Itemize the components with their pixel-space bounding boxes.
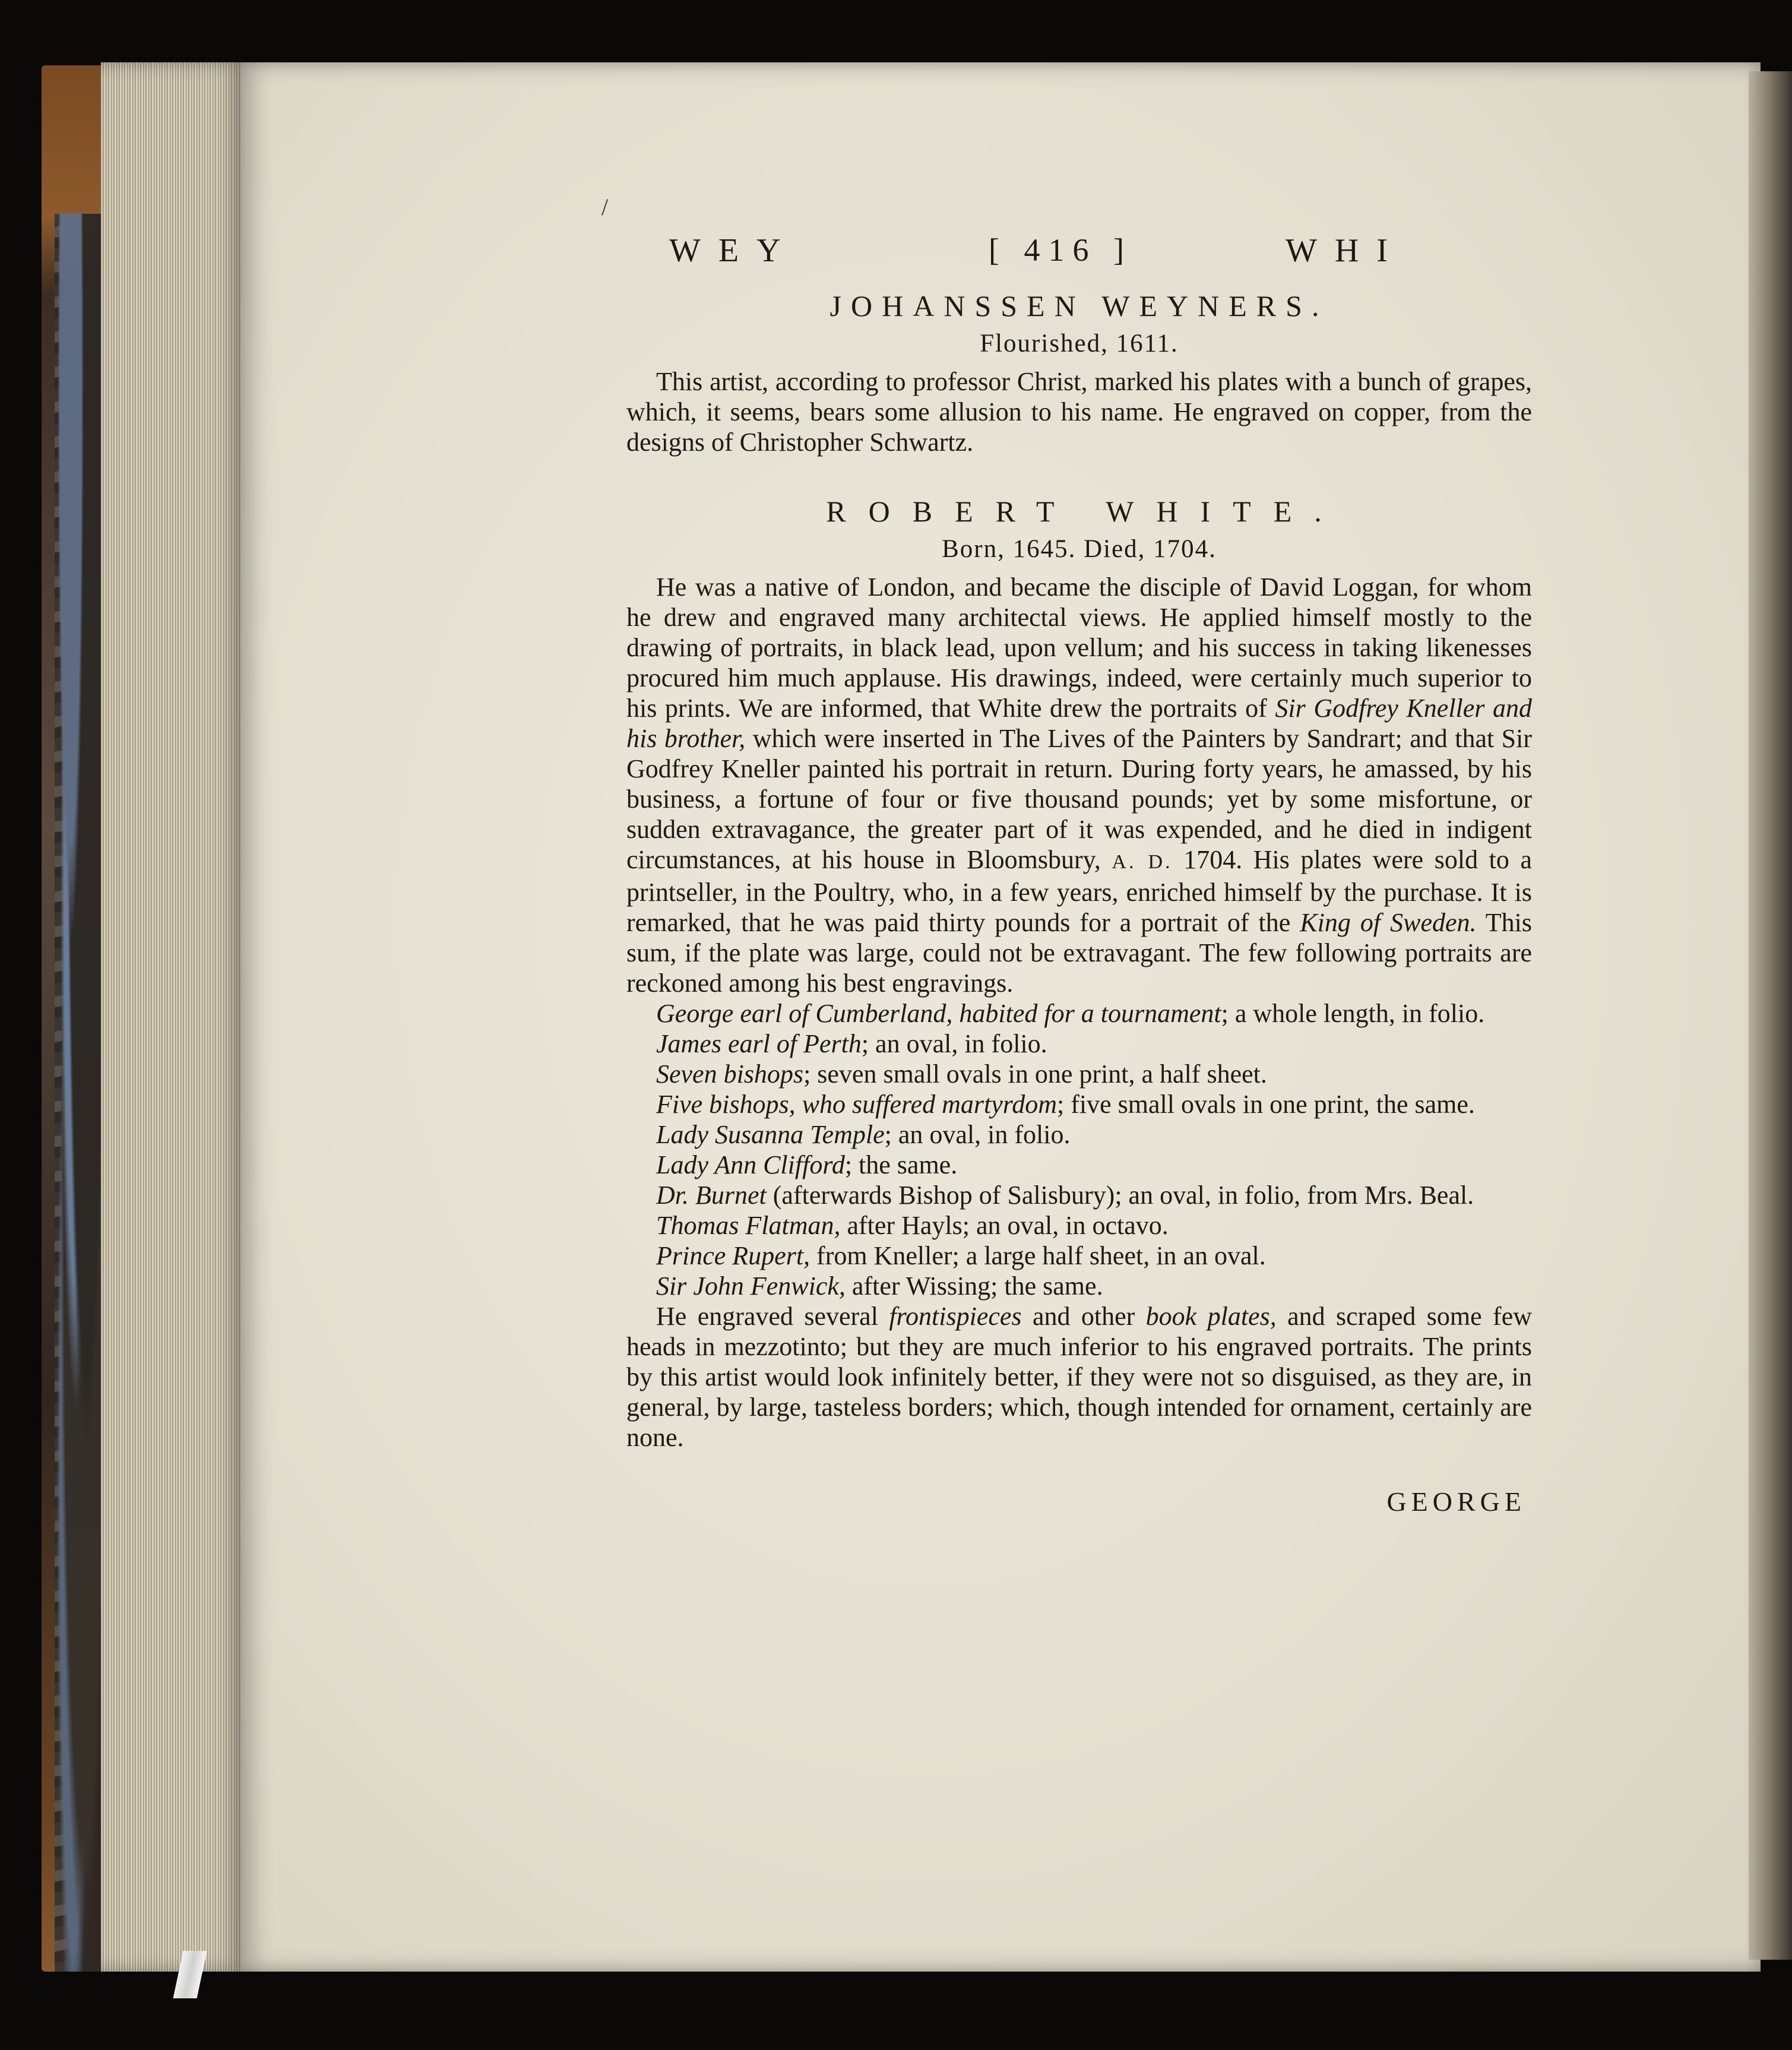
body-italic-text: book plates, [1145,1302,1277,1331]
body-text: which were inserted in The Lives of the Painters by Sandrart; and that Sir Godfrey Kneller painted his portrait in return. During forty years, he amassed, by his business, a fortune of four or five thousand pounds; yet by some misfortune, or sudden extravagance, the greater part of it was expended, and he died in indigent circumstances, at his house in Bloomsbury, [626,724,1533,874]
work-title: Seven bishops [656,1059,804,1089]
running-head-right: WHI [1286,232,1405,269]
marbled-endpaper [55,214,108,1972]
work-title: George earl of Cumberland, habited for a tournament [656,999,1221,1028]
works-list-item [626,1029,1532,1059]
entry-closing-white [626,1301,1532,1453]
running-head [626,220,1532,285]
works-list-item [626,998,1532,1029]
running-head-left: WEY [669,232,799,269]
work-title: Thomas Flatman, [656,1211,841,1240]
works-list-item [626,1210,1532,1241]
work-note: ; the same. [844,1150,958,1179]
work-note: ; an oval, in folio. [884,1120,1071,1149]
entry-title-weyners: JOHANSSEN WEYNERS. [829,289,1329,322]
work-note: from Kneller; a large half sheet, in an oval. [810,1241,1266,1270]
body-text: and other [1021,1302,1146,1331]
body-italic-text: King of Sweden. [1300,908,1477,937]
entry-body-white [626,572,1532,998]
work-title: Sir John Fenwick, [656,1271,846,1301]
work-title: Prince Rupert, [656,1241,810,1270]
work-title: Five bishops, who suffered martyrdom [656,1090,1058,1119]
body-smallcaps-text: A. D. [1112,851,1173,873]
works-list-item [626,1180,1532,1210]
page-text [626,220,1532,1517]
work-note: after Wissing; the same. [845,1271,1103,1301]
work-note: after Hayls; an oval, in octavo. [840,1211,1169,1240]
work-title: Dr. Burnet [656,1181,767,1210]
work-note: ; seven small ovals in one print, a half sheet. [803,1059,1267,1089]
facing-page-edge [1749,71,1792,1960]
body-text: 1704. His plates were sold to a printseller, in the Poultry, who, in a few years, enriched himself by the purchase. It is remarked, that he was paid thirty pounds for a portrait of the [626,845,1533,937]
body-text: and scraped some few heads in mezzotinto; but they are much inferior to his engraved portraits. The prints by this artist would look infinitely better, if they were not so disguised, as they are, in general, by large, tasteless borders; which, though intended for ornament, certainly are none. [626,1302,1532,1452]
work-note: ; five small ovals in one print, the same. [1057,1090,1475,1119]
work-note: ; a whole length, in folio. [1221,999,1485,1028]
page-number: [ 416 ] [989,232,1132,268]
entry-body-weyners: This artist, according to professor Christ, marked his plates with a bunch of grapes, which, it seems, bears some allusion to his name. He engraved on copper, from the designs of Christopher Schwartz. [626,367,1532,457]
works-list-item [626,1119,1532,1150]
work-note: ; an oval, in folio. [861,1029,1047,1058]
entry-dates-white: Born, 1645. Died, 1704. [942,535,1217,563]
body-italic-text: Sir Godfrey Kneller and his brother, [626,694,1533,753]
catchword: GEORGE [1386,1486,1526,1517]
works-list-item [626,1150,1532,1180]
works-list-item [626,1059,1532,1089]
work-title: Lady Ann Clifford [656,1150,845,1179]
body-text: This sum, if the plate was large, could not be extravagant. The few following portraits are reckoned among his best engravings. [626,908,1532,998]
body-text: He was a native of London, and became the disciple of David Loggan, for whom he drew and engraved many architectal views. He applied himself mostly to the drawing of portraits, in black lead, upon vellum; and his success in taking likenesses procured him much applause. His drawings, indeed, were certainly much superior to his prints. We are informed, that White drew the portraits of [626,572,1532,723]
works-list-item [626,1271,1532,1301]
page-edges [101,62,246,1972]
works-list-item [626,1241,1532,1271]
entry-dates-weyners: Flourished, 1611. [980,330,1179,358]
work-note: (afterwards Bishop of Salisbury); an oval, in folio, from Mrs. Beal. [766,1181,1474,1210]
stray-mark: / [601,194,609,220]
works-list-item [626,1089,1532,1119]
works-list [626,998,1532,1301]
work-title: Lady Susanna Temple [656,1120,885,1149]
body-text: He engraved several [656,1302,889,1331]
body-italic-text: frontispieces [889,1302,1022,1331]
entry-title-white: ROBERT WHITE. [826,495,1344,528]
work-title: James earl of Perth [656,1029,862,1058]
